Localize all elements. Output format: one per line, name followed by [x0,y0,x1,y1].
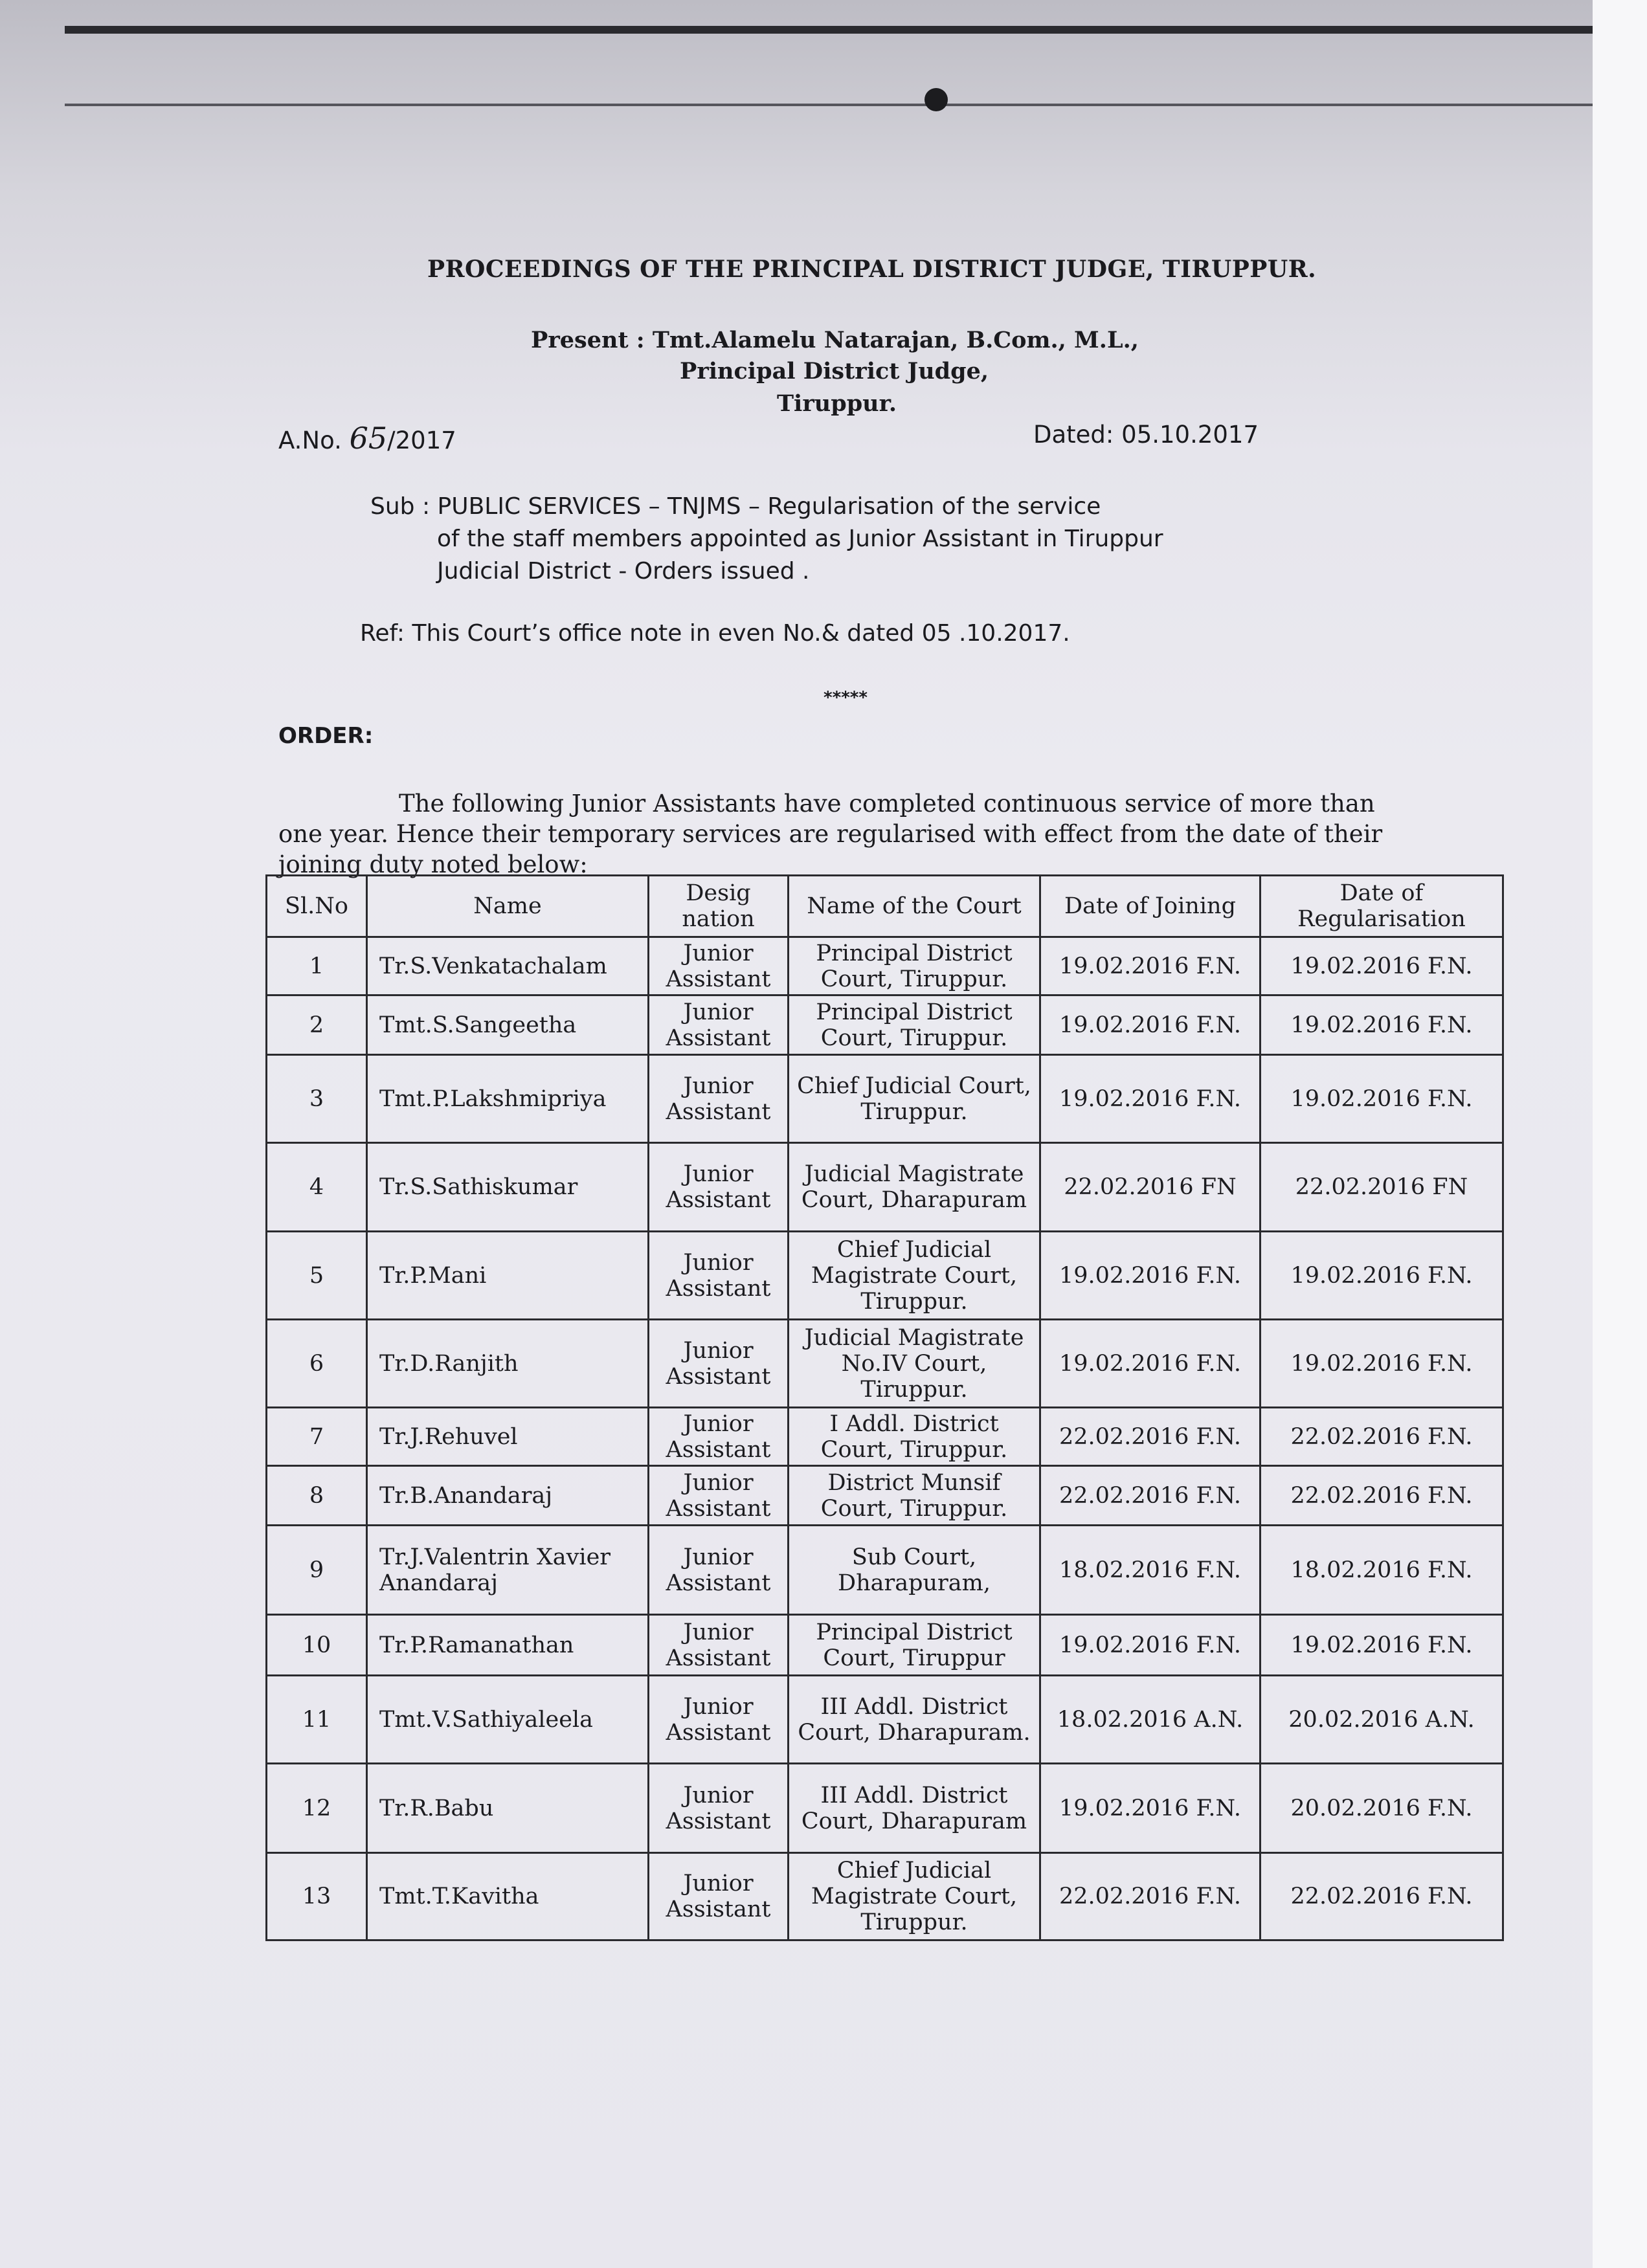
header-court: Name of the Court [789,876,1040,937]
row-court: Chief Judicial Court, Tiruppur. [789,1055,1040,1143]
row-slno: 10 [267,1615,367,1676]
row-date-regularisation: 22.02.2016 F.N. [1260,1853,1503,1940]
ano-handwritten-number: 65 [349,421,388,456]
row-name: Tr.S.Sathiskumar [367,1143,649,1232]
row-designation: Junior Assistant [649,1466,789,1526]
row-date-joining: 19.02.2016 F.N. [1040,1320,1260,1408]
row-date-regularisation: 19.02.2016 F.N. [1260,1232,1503,1320]
row-slno: 8 [267,1466,367,1526]
row-court: Principal District Court, Tiruppur [789,1615,1040,1676]
page-right-margin [1593,0,1647,2268]
row-designation: Junior Assistant [649,1320,789,1408]
row-slno: 7 [267,1408,367,1466]
row-designation: Junior Assistant [649,1232,789,1320]
row-court: Judicial Magistrate Court, Dharapuram [789,1143,1040,1232]
header-designation: Desig nation [649,876,789,937]
row-court: Principal District Court, Tiruppur. [789,995,1040,1055]
row-slno: 2 [267,995,367,1055]
row-name: Tr.D.Ranjith [367,1320,649,1408]
row-slno: 4 [267,1143,367,1232]
row-slno: 11 [267,1676,367,1764]
table-row [267,1764,1503,1853]
row-date-joining: 19.02.2016 F.N. [1040,1764,1260,1853]
table-row [267,1466,1503,1526]
row-slno: 3 [267,1055,367,1143]
ano-prefix: A.No. [278,427,342,454]
row-court: III Addl. District Court, Dharapuram. [789,1676,1040,1764]
row-date-regularisation: 22.02.2016 F.N. [1260,1466,1503,1526]
row-date-regularisation: 20.02.2016 F.N. [1260,1764,1503,1853]
row-name: Tmt.T.Kavitha [367,1853,649,1940]
row-slno: 1 [267,937,367,995]
row-date-regularisation: 19.02.2016 F.N. [1260,1615,1503,1676]
row-date-joining: 19.02.2016 F.N. [1040,937,1260,995]
row-court: District Munsif Court, Tiruppur. [789,1466,1040,1526]
subject-line-2: of the staff members appointed as Junior Assistant in Tiruppur [437,526,1163,552]
row-date-joining: 19.02.2016 F.N. [1040,1615,1260,1676]
row-date-joining: 19.02.2016 F.N. [1040,995,1260,1055]
table-row [267,1320,1503,1408]
administrative-number [278,421,456,456]
subject-line-3: Judicial District - Orders issued . [437,558,810,584]
table-header-row [267,876,1503,937]
staff-table [265,874,1504,1941]
row-designation: Junior Assistant [649,1143,789,1232]
row-designation: Junior Assistant [649,1676,789,1764]
row-slno: 12 [267,1764,367,1853]
separator-stars: ***** [824,688,868,707]
judge-designation: Principal District Judge, [680,358,989,384]
row-date-joining: 19.02.2016 F.N. [1040,1232,1260,1320]
row-court: I Addl. District Court, Tiruppur. [789,1408,1040,1466]
row-slno: 5 [267,1232,367,1320]
row-designation: Junior Assistant [649,1055,789,1143]
row-name: Tr.J.Valentrin Xavier Anandaraj [367,1526,649,1615]
ano-year: /2017 [387,427,456,454]
judge-place: Tiruppur. [777,390,897,417]
row-date-joining: 19.02.2016 F.N. [1040,1055,1260,1143]
table-row [267,1615,1503,1676]
row-court: Judicial Magistrate No.IV Court, Tiruppur. [789,1320,1040,1408]
subject-block [370,491,1163,588]
row-designation: Junior Assistant [649,937,789,995]
row-slno: 13 [267,1853,367,1940]
order-paragraph [278,788,1418,880]
table-row [267,1143,1503,1232]
present-judge-line: Present : Tmt.Alamelu Natarajan, B.Com., M.L., [531,327,1139,353]
row-designation: Junior Assistant [649,1526,789,1615]
row-date-regularisation: 19.02.2016 F.N. [1260,1320,1503,1408]
header-date-joining: Date of Joining [1040,876,1260,937]
table-row [267,995,1503,1055]
row-date-regularisation: 18.02.2016 F.N. [1260,1526,1503,1615]
top-rule-line [65,104,1593,106]
row-date-regularisation: 19.02.2016 F.N. [1260,937,1503,995]
row-slno: 6 [267,1320,367,1408]
order-heading: ORDER: [278,723,374,749]
table-row [267,1526,1503,1615]
row-name: Tr.B.Anandaraj [367,1466,649,1526]
order-date: Dated: 05.10.2017 [1033,421,1259,449]
row-date-joining: 18.02.2016 A.N. [1040,1676,1260,1764]
table-row [267,1232,1503,1320]
row-court: Chief Judicial Magistrate Court, Tiruppur. [789,1232,1040,1320]
row-date-joining: 22.02.2016 F.N. [1040,1466,1260,1526]
table-row [267,1853,1503,1940]
row-court: III Addl. District Court, Dharapuram [789,1764,1040,1853]
row-date-regularisation: 19.02.2016 F.N. [1260,995,1503,1055]
row-name: Tr.P.Mani [367,1232,649,1320]
punch-hole [924,88,948,111]
top-border-band [65,26,1593,34]
row-date-regularisation: 19.02.2016 F.N. [1260,1055,1503,1143]
row-slno: 9 [267,1526,367,1615]
header-name: Name [367,876,649,937]
row-name: Tmt.S.Sangeetha [367,995,649,1055]
row-court: Principal District Court, Tiruppur. [789,937,1040,995]
row-date-joining: 18.02.2016 F.N. [1040,1526,1260,1615]
proceedings-title: PROCEEDINGS OF THE PRINCIPAL DISTRICT JUDGE, TIRUPPUR. [427,256,1317,283]
row-date-regularisation: 22.02.2016 FN [1260,1143,1503,1232]
row-designation: Junior Assistant [649,1615,789,1676]
subject-line-1: Sub : PUBLIC SERVICES – TNJMS – Regularisation of the service [370,493,1101,520]
row-date-regularisation: 22.02.2016 F.N. [1260,1408,1503,1466]
row-designation: Junior Assistant [649,1408,789,1466]
row-name: Tmt.V.Sathiyaleela [367,1676,649,1764]
row-date-joining: 22.02.2016 F.N. [1040,1853,1260,1940]
row-name: Tmt.P.Lakshmipriya [367,1055,649,1143]
row-name: Tr.P.Ramanathan [367,1615,649,1676]
row-designation: Junior Assistant [649,1764,789,1853]
row-name: Tr.S.Venkatachalam [367,937,649,995]
table-row [267,1676,1503,1764]
row-court: Chief Judicial Magistrate Court, Tiruppur. [789,1853,1040,1940]
header-slno: Sl.No [267,876,367,937]
row-name: Tr.R.Babu [367,1764,649,1853]
row-date-regularisation: 20.02.2016 A.N. [1260,1676,1503,1764]
table-row [267,1055,1503,1143]
table-row [267,1408,1503,1466]
row-designation: Junior Assistant [649,995,789,1055]
table-row [267,937,1503,995]
row-name: Tr.J.Rehuvel [367,1408,649,1466]
order-text: The following Junior Assistants have completed continuous service of more than one year. Hence their temporary services are regularised with effect from the date of their joining duty noted below: [278,790,1383,878]
row-court: Sub Court, Dharapuram, [789,1526,1040,1615]
row-designation: Junior Assistant [649,1853,789,1940]
row-date-joining: 22.02.2016 F.N. [1040,1408,1260,1466]
row-date-joining: 22.02.2016 FN [1040,1143,1260,1232]
header-date-regularisation: Date of Regularisation [1260,876,1503,937]
reference-line: Ref: This Court’s office note in even No.& dated 05 .10.2017. [360,620,1070,647]
